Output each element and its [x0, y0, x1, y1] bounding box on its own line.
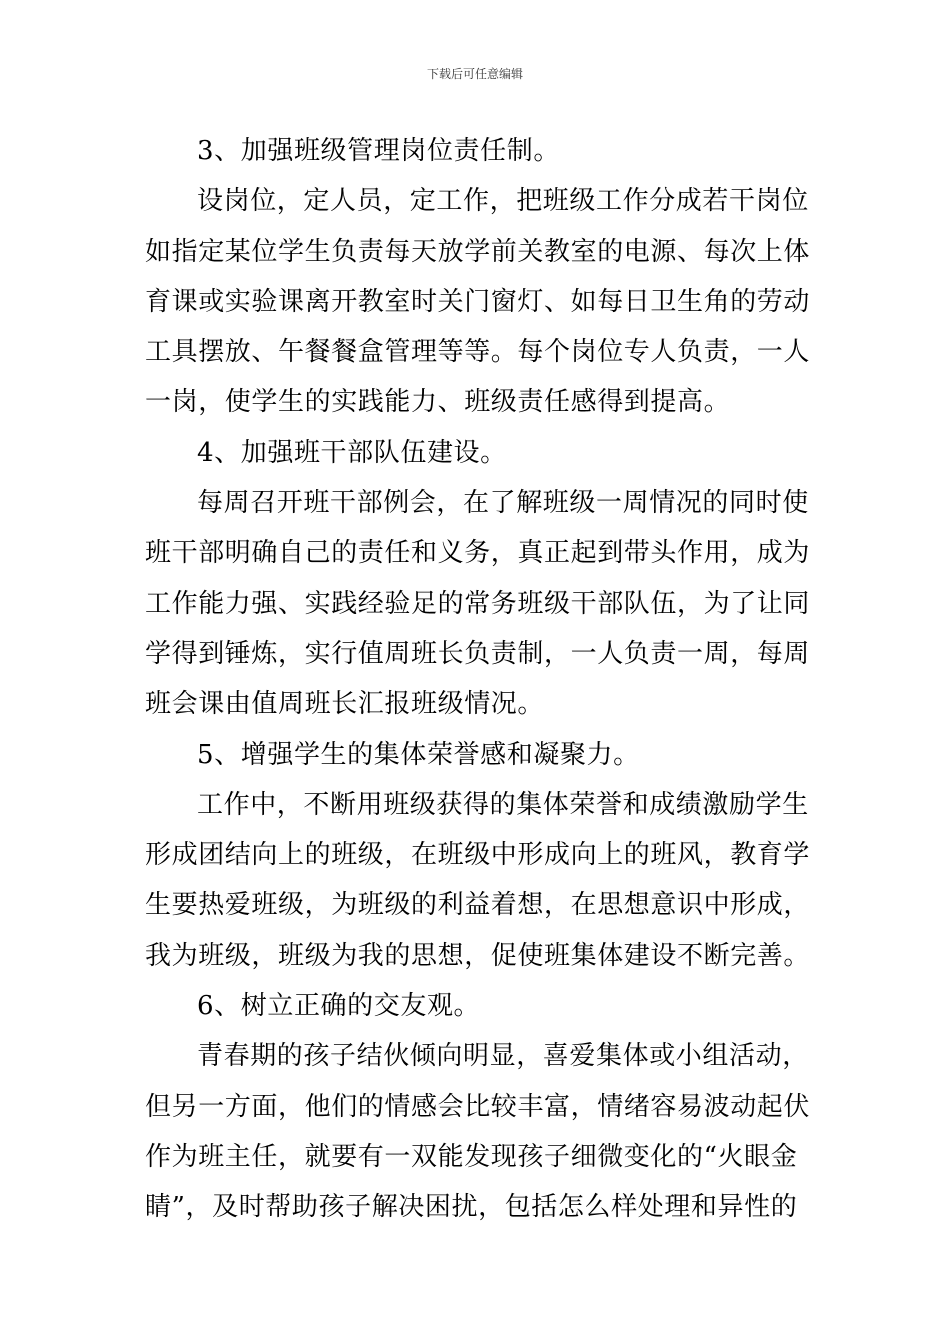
text-line: 设岗位，定人员，定工作，把班级工作分成若干岗位	[197, 186, 809, 217]
text-line: 一岗，使学生的实践能力、班级责任感得到提高。	[145, 387, 731, 418]
text-line: 生要热爱班级，为班级的利益着想，在思想意识中形成，	[145, 890, 811, 921]
text-line: 6、树立正确的交友观。	[197, 991, 481, 1022]
body-text	[145, 126, 810, 1233]
text-line: 如指定某位学生负责每天放学前关教室的电源、每次上体	[145, 236, 811, 267]
text-line: 睛”，及时帮助孩子解决困扰，包括怎么样处理和异性的	[145, 1192, 798, 1223]
text-line: 工作中，不断用班级获得的集体荣誉和成绩激励学生	[197, 789, 809, 820]
text-line: 学得到锤炼，实行值周班长负责制，一人负责一周，每周	[145, 638, 811, 669]
text-line: 每周召开班干部例会，在了解班级一周情况的同时使	[197, 488, 809, 519]
text-line: 工作能力强、实践经验足的常务班级干部队伍，为了让同	[145, 588, 811, 619]
text-line: 但另一方面，他们的情感会比较丰富，情绪容易波动起伏	[145, 1091, 811, 1122]
text-line: 作为班主任，就要有一双能发现孩子细微变化的“火眼金	[145, 1141, 798, 1172]
text-line: 工具摆放、午餐餐盒管理等等。每个岗位专人负责，一人	[145, 337, 811, 368]
text-line: 5、增强学生的集体荣誉感和凝聚力。	[197, 739, 640, 770]
text-line: 4、加强班干部队伍建设。	[197, 437, 507, 468]
text-line: 班会课由值周班长汇报班级情况。	[145, 689, 545, 720]
text-line: 3、加强班级管理岗位责任制。	[197, 136, 560, 166]
text-line: 我为班级，班级为我的思想，促使班集体建设不断完善。	[145, 940, 811, 971]
text-line: 形成团结向上的班级，在班级中形成向上的班风，教育学	[145, 840, 811, 871]
text-line: 育课或实验课离开教室时关门窗灯、如每日卫生角的劳动	[145, 286, 811, 317]
text-line: 班干部明确自己的责任和义务，真正起到带头作用，成为	[145, 538, 811, 569]
header-note: 下载后可任意编辑	[426, 67, 523, 81]
text-line: 青春期的孩子结伙倾向明显，喜爱集体或小组活动，	[197, 1041, 809, 1072]
